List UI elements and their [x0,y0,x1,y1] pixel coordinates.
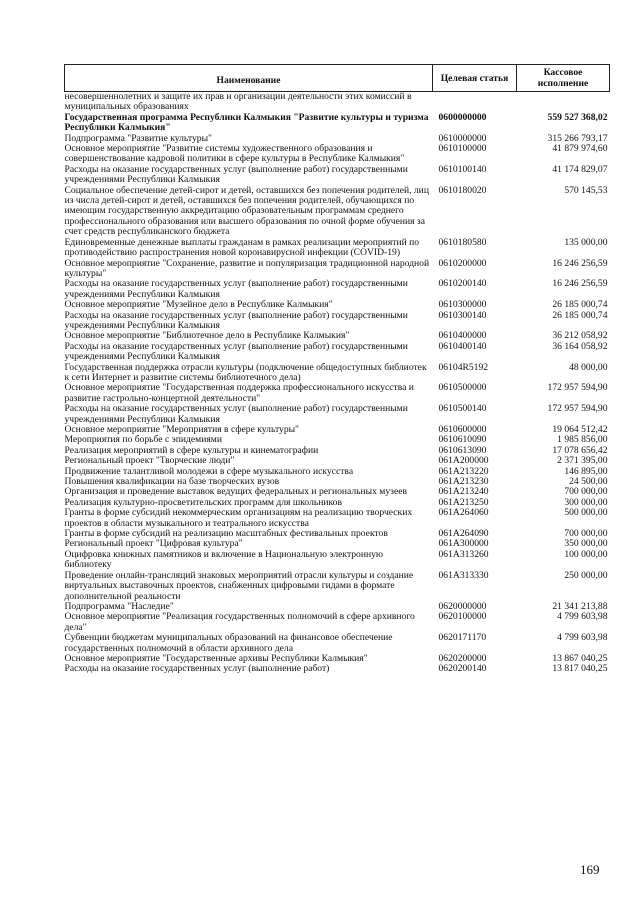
row-code: 061A200000 [438,455,489,467]
row-name: Оцифровка книжных памятников и включение в Национальную электронную библиотеку [64,548,384,571]
table-row [65,165,610,186]
table-body [65,92,610,675]
row-name: несовершеннолетних и защите их прав и организации деятельности этих комиссий в муниципальных образованиях [64,91,412,113]
row-amount: 172 957 594,90 [547,403,608,415]
row-name: Основное мероприятие "Сохранение, развитие и популяризация традиционной народной культуры" [64,257,430,279]
row-name: Основное мероприятие "Библиотечное дело в Республике Калмыкия" [64,330,350,342]
row-code: 0610100000 [438,143,487,155]
row-name: Единовременные денежные выплаты гражданам в рамках реализации мероприятий по противодействию распространения новой коронавирусной инфекции (COVID-19) [64,236,420,259]
row-name: Реализация мероприятий в сфере культуры и кинематографии [64,444,319,456]
row-name: Мероприятия по борьбе с эпидемиями [64,434,222,446]
row-amount: 26 185 000,74 [552,309,608,321]
row-name: Основное мероприятие "Мероприятия в сфере культуры" [64,424,299,435]
table-row [65,612,610,633]
row-name: Расходы на оказание государственных услуг (выполнение работ) государственными учреждениями Республики Калмыкия [64,340,408,363]
row-name: Подпрограмма "Наследие" [64,600,174,612]
page-number: 169 [580,862,600,877]
table-row [65,311,610,332]
row-name: Расходы на оказание государственных услуг (выполнение работ) государственными учреждениями Республики Калмыкия [64,163,408,186]
table-row [65,342,610,363]
row-code: 0610500000 [438,382,487,394]
row-name: Расходы на оказание государственных услуг (выполнение работ) государственными учреждениями Республики Калмыкия [64,309,408,331]
row-name: Реализация культурно-просветительских программ для школьников [64,496,343,508]
row-code: 0610400140 [438,340,487,352]
row-code: 06104R5192 [438,361,489,373]
row-amount: 24 500,00 [569,476,608,488]
row-amount: 13 867 040,25 [552,652,608,664]
row-amount: 300 000,00 [564,496,608,508]
row-amount: 2 371 395,00 [557,455,608,467]
row-amount: 13 817 040,25 [552,663,608,675]
row-code: 0610400000 [438,330,487,342]
row-name: Государственная программа Республики Калмыкия "Развитие культуры и туризма Республики Калмыкия" [64,111,429,134]
row-name: Основное мероприятие "Развитие системы художественного образования и совершенствование кадровой политики в сфере культуры в Республике Калмыкия" [64,143,405,165]
row-name: Гранты в форме субсидий на реализацию масштабных фестивальных проектов [64,528,388,540]
row-amount: 172 957 594,90 [547,382,608,394]
row-amount: 4 799 603,98 [557,611,608,623]
row-code: 061A264090 [438,528,489,540]
budget-table [64,64,610,675]
row-name: Расходы на оказание государственных услуг (выполнение работ) государственными учреждениями Республики Калмыкия [64,403,408,425]
row-code: 0610500140 [438,403,487,415]
row-code: 061A264060 [438,507,489,519]
row-amount: 146 895,00 [564,465,608,477]
row-name: Подпрограмма "Развитие культуры" [64,132,212,144]
header-code: Целевая статья [433,65,517,92]
row-name: Повышения квалификации на базе творческих вузов [64,476,280,488]
table-row [65,186,610,238]
table-row [65,300,610,310]
header-amount: Кассовое исполнение [517,65,610,92]
row-amount: 36 212 058,92 [552,330,608,342]
table-row [65,571,610,602]
row-amount: 17 078 656,42 [552,444,608,456]
row-amount: 26 185 000,74 [552,299,608,311]
row-name: Основное мероприятие "Государственные архивы Республики Калмыкия" [64,652,368,664]
row-code [433,92,517,113]
table-row [65,508,610,529]
row-amount: 700 000,00 [564,528,608,540]
table-row [65,238,610,259]
row-code: 061A313260 [438,548,489,560]
table-row [65,664,610,674]
row-amount: 36 164 058,92 [552,340,608,352]
row-amount: 41 174 829,07 [552,163,608,175]
row-amount: 700 000,00 [564,486,608,498]
row-amount: 16 246 256,59 [552,257,608,269]
row-name: Организация и проведение выставок ведущих федеральных и региональных музеев [64,486,408,498]
row-amount: 135 000,00 [564,236,608,248]
row-amount: 19 064 512,42 [552,424,608,435]
row-amount: 41 879 974,60 [552,143,608,155]
row-code: 0620200000 [438,652,487,664]
row-code: 0610610090 [438,434,487,446]
row-amount: 1 985 856,00 [557,434,608,446]
row-code: 061A313330 [438,569,489,581]
row-amount: 48 000,00 [569,361,608,373]
row-amount [517,92,610,113]
row-name: Государственная поддержка отрасли культуры (подключение общедоступных библиотек к сети Интернет и развитие системы библиотечного дела) [64,361,427,383]
table-row [65,113,610,134]
row-code: 0610300140 [438,309,487,321]
row-code: 0610100140 [438,163,487,175]
row-code: 0610180020 [438,184,487,196]
row-code: 061A300000 [438,538,489,550]
row-code: 0610000000 [438,132,487,144]
row-amount: 16 246 256,59 [552,278,608,290]
row-name: Продвижение талантливой молодежи в сфере музыкального искусства [64,465,354,477]
row-code: 0620000000 [438,600,487,612]
row-code: 0610300000 [438,299,487,311]
header-name: Наименование [65,65,433,92]
row-name: Расходы на оказание государственных услуг (выполнение работ) [64,663,330,675]
table-row [65,259,610,280]
row-name: Основное мероприятие "Реализация государственных полномочий в сфере архивного дела" [64,611,415,633]
row-code: 0600000000 [438,111,487,123]
row-name: Региональный проект "Цифровая культура" [64,538,243,550]
row-name: Гранты в форме субсидий некоммерческим организациям на реализацию творческих проектов в области музыкального и театрального искусства [64,507,413,529]
table-row [65,383,610,404]
row-amount: 4 799 603,98 [557,632,608,644]
row-amount: 559 527 368,02 [547,111,608,123]
row-code: 0620200140 [438,663,487,675]
table-row [65,633,610,654]
row-amount: 500 000,00 [564,507,608,519]
row-amount: 100 000,00 [564,548,608,560]
row-code: 0620100000 [438,611,487,623]
row-name: Проведение онлайн-трансляций знаковых мероприятий отрасли культуры и создание виртуальных выставочных проектов, снабженных цифровыми гидами в формате дополнительной реальности [64,569,414,602]
table-row [65,363,610,384]
row-code: 061A213250 [438,496,489,508]
row-name: Расходы на оказание государственных услуг (выполнение работ) государственными учреждениями Республики Калмыкия [64,278,408,300]
row-amount: 315 266 793,17 [547,132,608,144]
row-amount: 570 145,53 [564,184,608,196]
row-name: Социальное обеспечение детей-сирот и детей, оставшихся без попечения родителей, лиц из числа детей-сирот и детей, оставшихся без попечения родителей, обучающихся по имеющим государственную аккредитацию образовательным программам среднего профессионального образования или высшего образования по очной форме обучения за счет средств республиканского бюджета [64,184,429,238]
table-row [65,144,610,165]
row-name: Основное мероприятие "Государственная поддержка профессионального искусства и развитие гастрольно-концертной деятельности" [64,382,414,404]
row-code: 061A213220 [438,465,489,477]
table-row [65,279,610,300]
table-row [65,92,610,113]
table-row [65,404,610,425]
row-name: Основное мероприятие "Музейное дело в Республике Калмыкия" [64,299,333,311]
row-code: 0620171170 [438,632,487,644]
row-name: Субвенции бюджетам муниципальных образований на финансовое обеспечение государственных полномочий в области архивного дела [64,632,393,654]
row-amount: 250 000,00 [564,569,608,581]
row-code: 0610180580 [438,236,487,248]
row-code: 061A213230 [438,476,489,488]
table-row [65,550,610,571]
row-code: 0610613090 [438,444,487,456]
table-header-row [65,65,610,92]
row-code: 061A213240 [438,486,489,498]
row-name: Региональный проект "Творческие люди" [64,455,235,467]
row-code: 0610200000 [438,257,487,269]
row-code: 0610200140 [438,278,487,290]
row-amount: 350 000,00 [564,538,608,550]
row-amount: 21 341 213,88 [552,600,608,612]
row-code: 0610600000 [438,424,487,435]
